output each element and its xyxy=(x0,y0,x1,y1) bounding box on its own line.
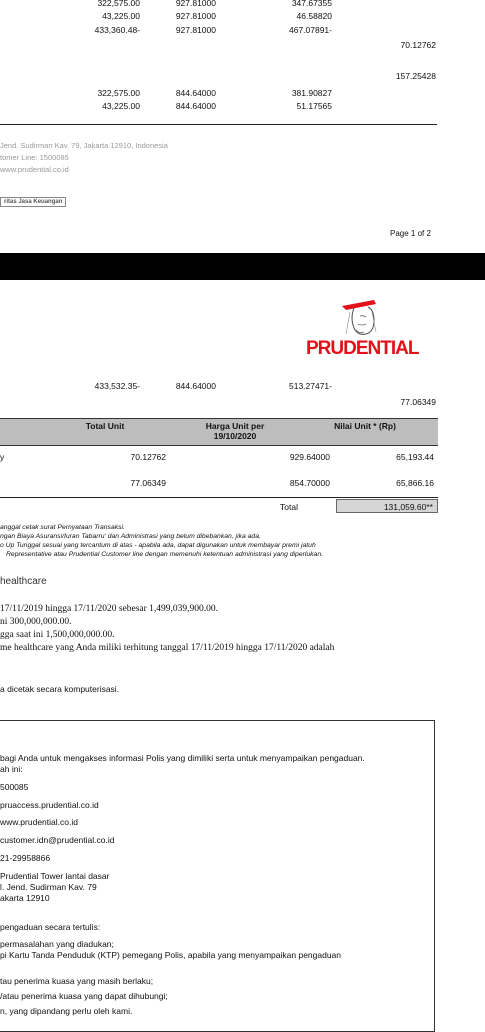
cell: 65,866.16 xyxy=(396,478,434,488)
page-separator xyxy=(0,253,485,280)
benefit-line: gga saat ini 1,500,000,000.00. xyxy=(0,630,115,640)
contact-intro: bagi Anda untuk mengakses informasi Polis yang dimiliki serta untuk menyampaikan pengaduan. xyxy=(0,753,365,763)
total-cell xyxy=(336,499,438,513)
benefit-line: 17/11/2019 hingga 17/11/2020 sebesar 1,499,039,900.00. xyxy=(0,604,219,614)
divider xyxy=(0,124,437,125)
benefit-line: me healthcare yang Anda miliki terhitung tanggal 17/11/2019 hingga 17/11/2020 adalah xyxy=(0,643,335,653)
cell: 70.12762 xyxy=(400,40,436,50)
cell: 927.81000 xyxy=(175,25,216,35)
total-label: Total xyxy=(280,502,298,512)
note-line: anggal cetak surat Pernyataan Transaksi. xyxy=(0,524,125,531)
cell: 467.07891- xyxy=(288,25,332,35)
col-header-total-unit: Total Unit xyxy=(85,421,125,431)
cell: 381.90827 xyxy=(291,88,332,98)
cell: 844.64000 xyxy=(175,101,216,111)
cell: 854.70000 xyxy=(289,478,330,488)
footer-website: www.prudential.co.id xyxy=(0,165,69,174)
contact-website: www.prudential.co.id xyxy=(0,817,78,827)
contact-address: l. Jend. Sudirman Kav. 79 xyxy=(0,882,97,892)
healthcare-heading: healthcare xyxy=(0,576,47,587)
prudence-logo-icon xyxy=(336,298,386,340)
prudential-logo: PRUDENTIAL xyxy=(306,338,419,359)
complaint-line: /atau penerima kuasa yang dapat dihubungi; xyxy=(0,991,168,1001)
cell: 77.06349 xyxy=(400,397,436,407)
complaint-line: pengaduan secara tertulis: xyxy=(0,922,101,932)
cell: 43,225.00 xyxy=(102,101,140,111)
note-line: Representative atau Prudential Customer line dengan memenuhi ketentuan administrasi yang diperlukan. xyxy=(6,551,323,558)
cell: 322,575.00 xyxy=(97,0,140,8)
cell: 347.67355 xyxy=(291,0,332,8)
contact-fax: 21-29958866 xyxy=(0,853,51,863)
footer-address: Jend. Sudirman Kav. 79, Jakarta 12910, Indonesia xyxy=(0,141,168,150)
complaint-line: permasalahan yang diadukan; xyxy=(0,939,114,949)
note-line: o Up Tunggal sesuai yang tercantum di atas - apabila ada, dapat digunakan untuk membayar premi jatuh xyxy=(0,542,316,549)
row-label: y xyxy=(0,452,5,462)
contact-pruaccess: pruaccess.prudential.co.id xyxy=(0,800,99,810)
contact-address: akarta 12910 xyxy=(0,893,50,903)
cell: 157.25428 xyxy=(395,71,436,81)
cell: 844.64000 xyxy=(175,381,216,391)
cell: 51.17565 xyxy=(296,101,332,111)
complaint-line: n, yang dipandang perlu oleh kami. xyxy=(0,1006,133,1016)
cell: 433,532.35- xyxy=(94,381,140,391)
benefit-line: ni 300,000,000.00. xyxy=(0,617,72,627)
cell: 43,225.00 xyxy=(102,11,140,21)
computer-note: a dicetak secara komputerisasi. xyxy=(0,684,120,694)
complaint-line: pi Kartu Tanda Penduduk (KTP) pemegang Polis, apabila yang menyampaikan pengaduan xyxy=(0,950,342,960)
contact-address: Prudential Tower lantai dasar xyxy=(0,871,110,881)
total-value: 131,059.60** xyxy=(383,502,433,512)
cell: 46.58820 xyxy=(296,11,332,21)
cell: 65,193.44 xyxy=(396,452,434,462)
cell: 844.64000 xyxy=(175,88,216,98)
cell: 77.06349 xyxy=(130,478,166,488)
cell: 433,360.48- xyxy=(94,25,140,35)
contact-phone: 500085 xyxy=(0,782,29,792)
ojk-badge: ritas Jasa Keuangan xyxy=(0,197,66,207)
contact-intro: ah ini: xyxy=(0,764,23,774)
contact-email: customer.idn@prudential.co.id xyxy=(0,835,115,845)
cell: 70.12762 xyxy=(130,452,166,462)
cell: 927.81000 xyxy=(175,0,216,8)
cell: 322,575.00 xyxy=(97,88,140,98)
note-line: ngan Biaya Asuransi/Iuran Tabarru' dan Administrasi yang belum dibebankan, jika ada. xyxy=(0,533,261,540)
footer-customer-line: tomer Line: 1500085 xyxy=(0,153,69,162)
cell: 929.64000 xyxy=(289,452,330,462)
cell: 513.27471- xyxy=(288,381,332,391)
cell: 927.81000 xyxy=(175,11,216,21)
page-number: Page 1 of 2 xyxy=(390,229,431,238)
col-header-price: Harga Unit per 19/10/2020 xyxy=(205,421,265,441)
col-header-value: Nilai Unit * (Rp) xyxy=(334,421,396,431)
complaint-line: tau penerima kuasa yang masih berlaku; xyxy=(0,976,154,986)
divider xyxy=(0,497,438,498)
